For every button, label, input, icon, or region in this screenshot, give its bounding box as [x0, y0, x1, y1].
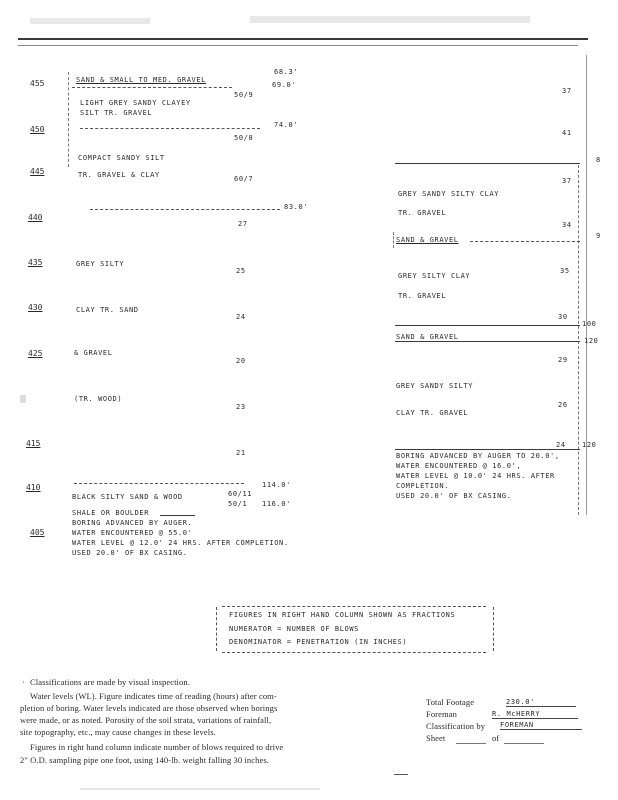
blow-count: 50/8	[234, 134, 254, 142]
sheet-label: Sheet	[426, 733, 446, 743]
blow-count: 60/7	[234, 175, 254, 183]
total-footage-value: 230.0'	[506, 698, 576, 707]
blow-count: 37	[562, 87, 572, 95]
footnote: Figures in right hand column indicate number of blows required to drive	[30, 742, 284, 752]
elevation-label: 425	[28, 349, 43, 358]
boring-note: WATER LEVEL @ 12.0' 24 HRS. AFTER COMPLETION.	[72, 539, 289, 547]
depth-label: 120	[582, 441, 597, 449]
blow-count: 27	[238, 220, 248, 228]
blow-count: 24	[236, 313, 246, 321]
blow-count: 25	[236, 267, 246, 275]
footnote: site topography, etc., may cause changes in these levels.	[20, 727, 216, 737]
foreman-label: Foreman	[426, 709, 457, 719]
stratum-boundary	[395, 449, 580, 450]
stratum-label: SILT TR. GRAVEL	[80, 109, 153, 117]
blow-count: 50/9	[234, 91, 254, 99]
stratum-label: TR. GRAVEL	[398, 209, 447, 217]
legend-title: FIGURES IN RIGHT HAND COLUMN SHOWN AS FRACTIONS	[229, 611, 456, 619]
header-smudge	[250, 16, 530, 23]
blow-count: 30	[558, 313, 568, 321]
stratum-label: GREY SILTY CLAY	[398, 272, 471, 280]
elevation-label: 410	[26, 483, 41, 492]
blow-count: 35	[560, 267, 570, 275]
stratum-label: COMPACT SANDY SILT	[78, 154, 165, 162]
header-rule	[18, 38, 588, 40]
stratum-boundary	[395, 163, 580, 164]
sheet-blank	[456, 743, 486, 744]
legend-line: DENOMINATOR = PENETRATION (IN INCHES)	[229, 638, 408, 646]
blow-count: 20	[236, 357, 246, 365]
depth-label: 68.3'	[274, 68, 299, 76]
total-footage-label: Total Footage	[426, 697, 475, 707]
boring-note: BORING ADVANCED BY AUGER TO 20.0',	[396, 452, 560, 460]
blow-count: 34	[562, 221, 572, 229]
elevation-label: 430	[28, 303, 43, 312]
stratum-boundary	[470, 241, 580, 242]
scan-mark	[80, 788, 320, 790]
footnote: Water levels (WL). Figure indicates time of reading (hours) after com-	[30, 691, 277, 701]
elevation-tick	[20, 395, 26, 403]
stratum-label: SHALE OR BOULDER	[72, 509, 150, 517]
edge-mark: 8	[596, 156, 601, 164]
blow-count: 41	[562, 129, 572, 137]
stratum-boundary	[74, 483, 244, 484]
legend-line: NUMERATOR = NUMBER OF BLOWS	[229, 625, 359, 633]
stratum-boundary	[395, 341, 580, 342]
boring-note: COMPLETION.	[396, 482, 449, 490]
elevation-label: 445	[30, 167, 45, 176]
of-label: of	[492, 733, 500, 743]
blow-count: 37	[562, 177, 572, 185]
elevation-label: 455	[30, 79, 45, 88]
depth-label: 69.0'	[272, 81, 297, 89]
right-log-border	[578, 165, 579, 515]
classification-value: FOREMAN	[500, 721, 582, 730]
foreman-value: R. McHERRY	[492, 710, 578, 719]
stratum-boundary	[395, 325, 580, 326]
classification-label: Classification by	[426, 721, 486, 731]
stratum-label: GREY SANDY SILTY CLAY	[398, 190, 500, 198]
elevation-label: 450	[30, 125, 45, 134]
stratum-label: (TR. WOOD)	[74, 395, 123, 403]
footnote-bullet: ·	[22, 677, 25, 687]
blow-count: 26	[558, 401, 568, 409]
edge-mark: 9	[596, 232, 601, 240]
stratum-label: GREY SILTY	[76, 260, 125, 268]
edge-mark: 120	[584, 337, 599, 345]
footnote: Classifications are made by visual inspection.	[30, 677, 190, 687]
depth-label: 83.0'	[284, 203, 309, 211]
legend-border	[222, 652, 486, 653]
blow-count: 23	[236, 403, 246, 411]
footnote: pletion of boring. Water levels indicated are those observed when borings	[20, 703, 278, 713]
stratum-boundary	[90, 209, 280, 210]
of-blank	[504, 743, 544, 744]
stratum-label: & GRAVEL	[74, 349, 113, 357]
blow-count: 21	[236, 449, 246, 457]
stratum-label: SAND & SMALL TO MED. GRAVEL	[76, 76, 206, 84]
boring-note: USED 20.0' OF BX CASING.	[72, 549, 188, 557]
boring-note: WATER ENCOUNTERED @ 55.0'	[72, 529, 193, 537]
elevation-label: 415	[26, 439, 41, 448]
left-log-border	[68, 72, 69, 167]
stratum-label: LIGHT GREY SANDY CLAYEY	[80, 99, 191, 107]
legend-border	[222, 606, 486, 607]
right-log-border	[393, 232, 394, 248]
boring-note: BORING ADVANCED BY AUGER.	[72, 519, 193, 527]
stratum-boundary	[80, 128, 260, 129]
footnote: 2" O.D. sampling pipe one foot, using 140-lb. weight falling 30 inches.	[20, 755, 270, 765]
stratum-label: TR. GRAVEL & CLAY	[78, 171, 160, 179]
blow-count: 29	[558, 356, 568, 364]
blow-count: 24	[556, 441, 566, 449]
blow-count: 60/11	[228, 490, 253, 498]
scan-mark	[394, 774, 408, 775]
stratum-label: TR. GRAVEL	[398, 292, 447, 300]
depth-label: 100	[582, 320, 597, 328]
elevation-label: 440	[28, 213, 43, 222]
elevation-label: 405	[30, 528, 45, 537]
header-smudge	[30, 18, 150, 24]
stratum-boundary	[160, 515, 195, 516]
depth-label: 114.0'	[262, 481, 291, 489]
stratum-boundary	[72, 87, 232, 88]
stratum-label: CLAY TR. GRAVEL	[396, 409, 469, 417]
stratum-label: BLACK SILTY SAND & WOOD	[72, 493, 183, 501]
legend-box	[216, 607, 494, 651]
stratum-label: CLAY TR. SAND	[76, 306, 139, 314]
stratum-label: SAND & GRAVEL	[396, 333, 459, 341]
depth-label: 74.0'	[274, 121, 299, 129]
footnote: were made, or as noted. Porosity of the soil strata, variations of rainfall,	[20, 715, 272, 725]
stratum-label: GREY SANDY SILTY	[396, 382, 474, 390]
stratum-label: SAND & GRAVEL	[396, 236, 459, 244]
depth-label: 116.0'	[262, 500, 291, 508]
elevation-label: 435	[28, 258, 43, 267]
boring-note: WATER ENCOUNTERED @ 16.0',	[396, 462, 522, 470]
blow-count: 50/1	[228, 500, 248, 508]
header-rule-thin	[18, 45, 578, 46]
boring-note: USED 20.0' OF BX CASING.	[396, 492, 512, 500]
boring-note: WATER LEVEL @ 10.0' 24 HRS. AFTER	[396, 472, 555, 480]
